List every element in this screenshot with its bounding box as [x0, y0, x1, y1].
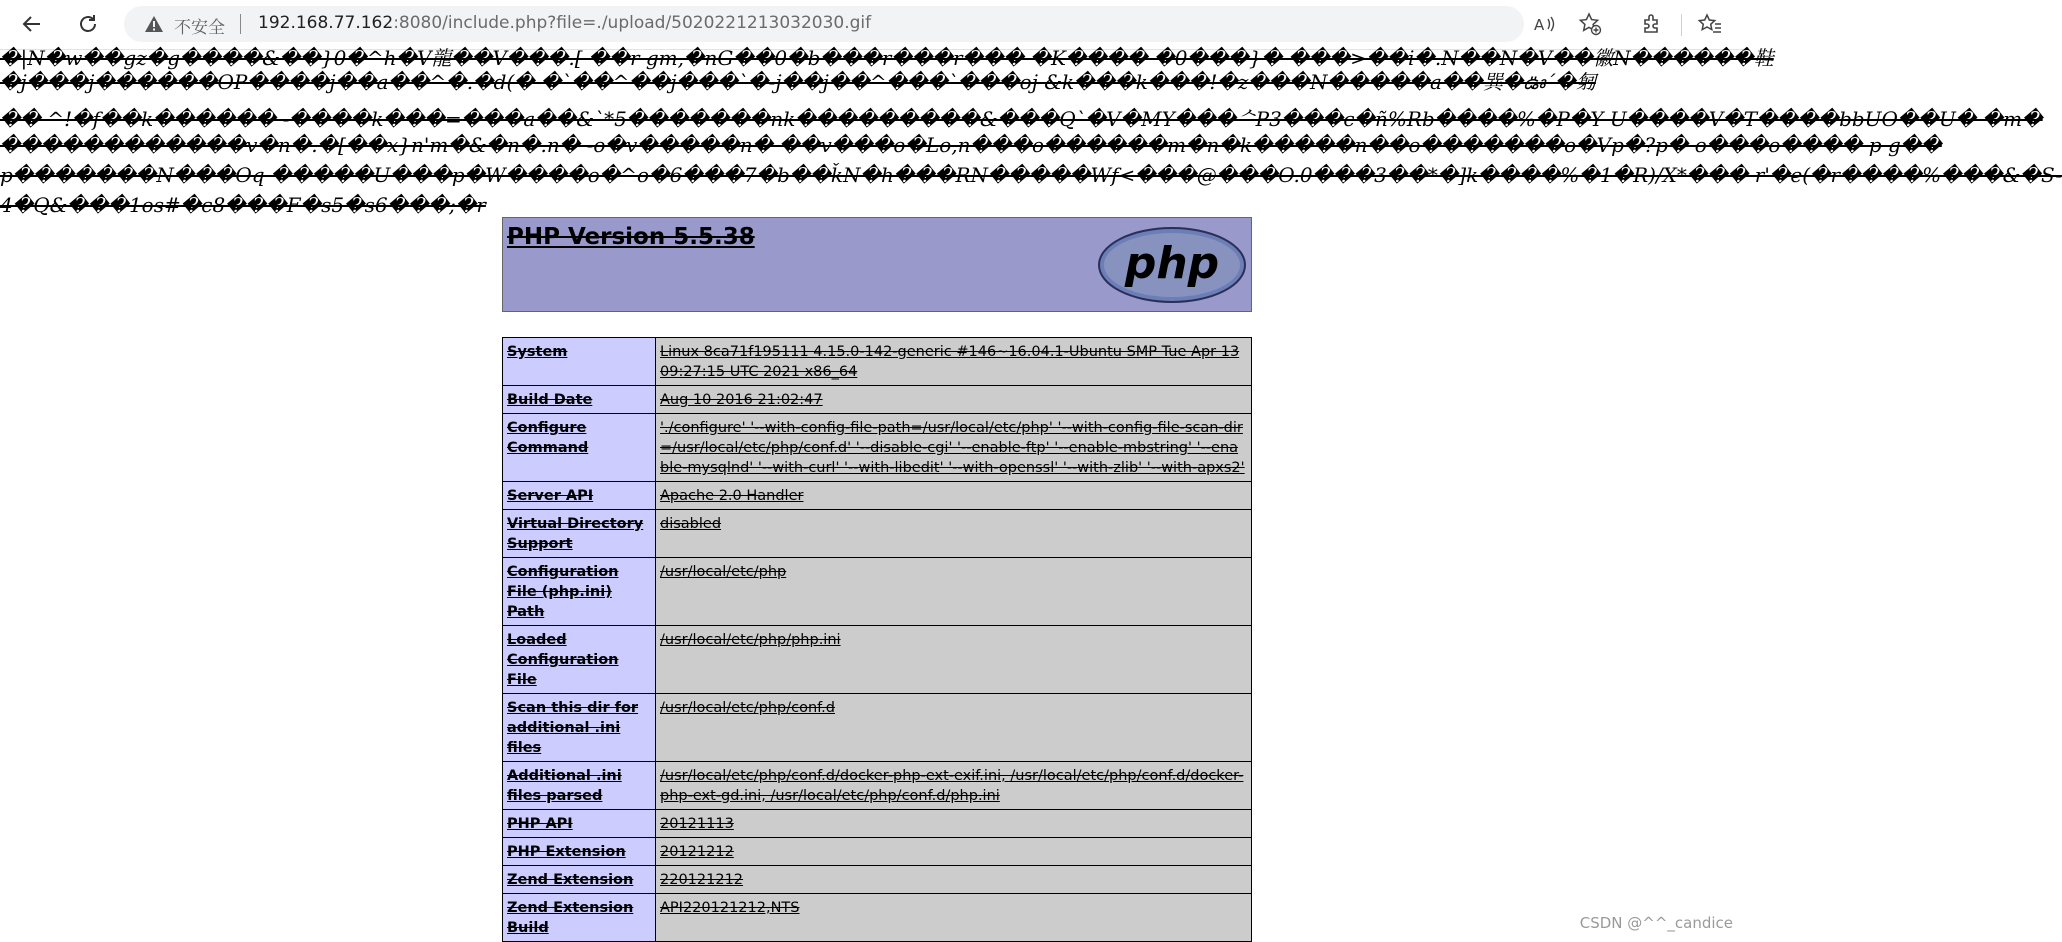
info-value: disabled — [656, 510, 1252, 558]
info-key: Build Date — [503, 386, 656, 414]
info-row — [503, 338, 1252, 386]
csdn-watermark: CSDN @^^_candice — [1579, 914, 1733, 932]
info-key: Configure Command — [503, 414, 656, 482]
read-aloud-icon[interactable] — [1526, 6, 1562, 42]
info-row — [503, 694, 1252, 762]
info-row — [503, 482, 1252, 510]
info-key: Scan this dir for additional .ini files — [503, 694, 656, 762]
info-row — [503, 762, 1252, 810]
info-value: /usr/local/etc/php/conf.d/docker-php-ext-exif.ini, /usr/local/etc/php/conf.d/docker-php-ext-gd.ini, /usr/local/etc/php/conf.d/php.ini — [656, 762, 1252, 810]
info-key: Virtual Directory Support — [503, 510, 656, 558]
info-key: Zend Extension Build — [503, 894, 656, 942]
svg-text:A: A — [1534, 16, 1545, 34]
info-row — [503, 510, 1252, 558]
url-path: :8080/include.php?file=./upload/5020221213032030.gif — [393, 13, 872, 33]
garbled-text-line: �j���j������OP����j��a��^�.�d(� �`��^��j���`�-j��j��^���`���oj &k���k���!�z���N�����a��巽�ఊ´�匑 — [0, 70, 1596, 94]
php-logo[interactable] — [1097, 226, 1247, 304]
info-value: 220121212 — [656, 866, 1252, 894]
info-row — [503, 414, 1252, 482]
info-row — [503, 838, 1252, 866]
warning-icon[interactable] — [144, 15, 164, 33]
address-bar[interactable] — [124, 6, 1524, 42]
info-row — [503, 810, 1252, 838]
info-key: Loaded Configuration File — [503, 626, 656, 694]
add-favorite-icon[interactable] — [1572, 6, 1608, 42]
garbled-text-line: 4�Q&���1os#�c8���F�s5�s6���;�r — [0, 193, 486, 217]
info-value: Linux 8ca71f195111 4.15.0-142-generic #146~16.04.1-Ubuntu SMP Tue Apr 13 09:27:15 UTC 2021 x86_64 — [656, 338, 1252, 386]
info-key: PHP API — [503, 810, 656, 838]
info-row — [503, 386, 1252, 414]
garbled-text-line: �� ^!�f��k������ -����k���=���a��&`*5�������nk���������&���Q`�V�MY���ᄉP3���c�ñ%Rb����%�P�Y U����V�T����bbUO��U� �m� — [0, 107, 2043, 131]
info-value: /usr/local/etc/php — [656, 558, 1252, 626]
extensions-icon[interactable] — [1634, 6, 1670, 42]
info-row — [503, 866, 1252, 894]
url-text[interactable] — [258, 13, 871, 33]
address-separator — [240, 14, 241, 34]
garbled-text-line: p�������N���Oq �����U���p�W����o�^o�6���7�b��ǩN�h���RN�����Wf<���@���O.0���3��*�]k����%�1�R)/X*��� r'�e(�r����%���&�S- — [0, 163, 2062, 187]
back-arrow-icon[interactable] — [14, 6, 50, 42]
info-key: System — [503, 338, 656, 386]
phpinfo-header — [502, 217, 1252, 312]
info-key: Server API — [503, 482, 656, 510]
info-value: API220121212,NTS — [656, 894, 1252, 942]
info-value: /usr/local/etc/php/conf.d — [656, 694, 1252, 762]
info-value: 20121113 — [656, 810, 1252, 838]
info-key: Additional .ini files parsed — [503, 762, 656, 810]
info-key: Configuration File (php.ini) Path — [503, 558, 656, 626]
php-logo-text: php — [1124, 238, 1220, 289]
garbled-text-line: �|N�w��gz�g����&��}0�^h�V龍��V���.[ ��r gm,�nG��0�b���r���r��� �K���� �0���}� ���>��i�.N��N�V��徽N������鞋 — [0, 46, 1774, 70]
info-row — [503, 894, 1252, 942]
info-value: 20121212 — [656, 838, 1252, 866]
favorites-icon[interactable] — [1692, 6, 1728, 42]
info-value: Aug 10 2016 21:02:47 — [656, 386, 1252, 414]
info-row — [503, 626, 1252, 694]
php-version-title[interactable]: PHP Version 5.5.38 — [507, 224, 755, 250]
info-row — [503, 558, 1252, 626]
info-value: /usr/local/etc/php/php.ini — [656, 626, 1252, 694]
info-value: './configure' '--with-config-file-path=/usr/local/etc/php' '--with-config-file-scan-dir=/usr/local/etc/php/conf.d' '--disable-cgi' '--enable-ftp' '--enable-mbstring' '--enable-mysqlnd' '--with-curl' '--with-libedit' '--with-openssl' '--with-zlib' '--with-apxs2' — [656, 414, 1252, 482]
phpinfo-table — [502, 337, 1252, 942]
toolbar-divider — [1681, 14, 1682, 36]
garbled-text-line: ������������v�n�.�[��x}n'm�&�n�.n� -o�v�����n� ��v���o�Lo,n���o������m�n�k�����n��o�������o�Vp�?p� o���o���� p g�� — [0, 133, 1942, 157]
info-key: PHP Extension — [503, 838, 656, 866]
info-value: Apache 2.0 Handler — [656, 482, 1252, 510]
reload-icon[interactable] — [70, 6, 106, 42]
security-status[interactable]: 不安全 — [174, 18, 225, 38]
info-key: Zend Extension — [503, 866, 656, 894]
url-host: 192.168.77.162 — [258, 13, 394, 33]
